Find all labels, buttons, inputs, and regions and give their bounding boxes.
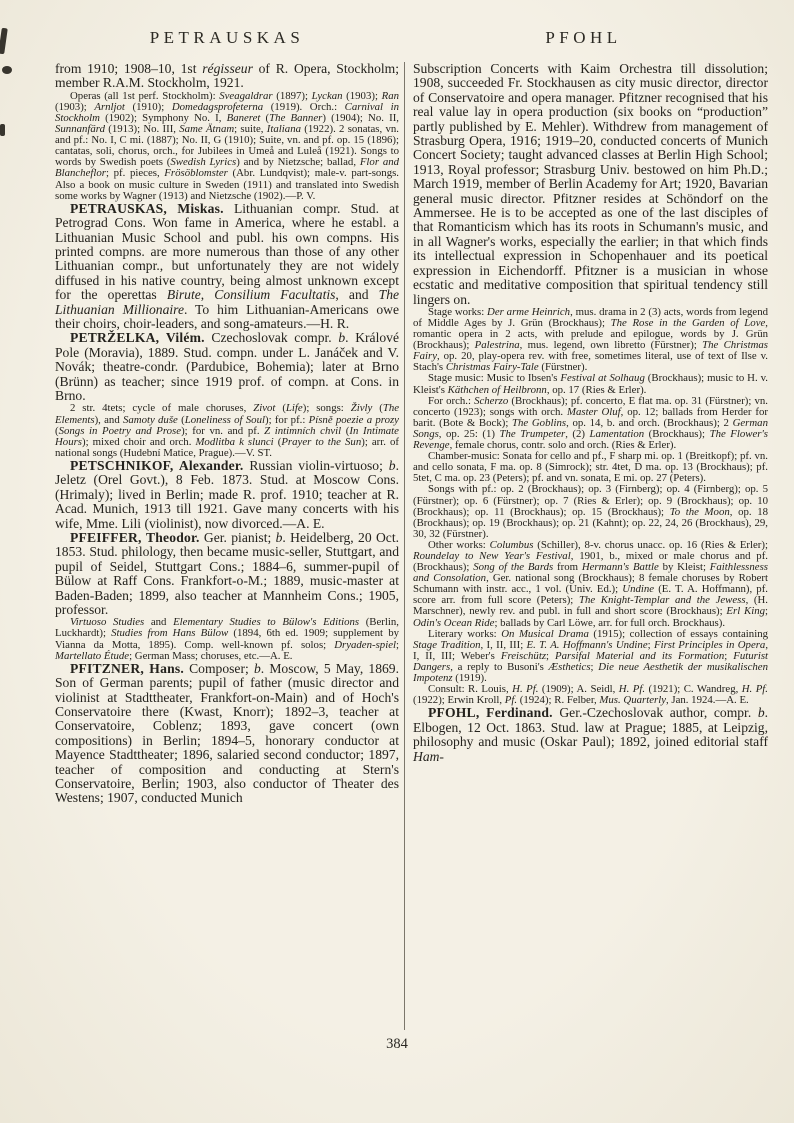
text-columns: [0, 56, 794, 1030]
pfitzner-other-works: Other works: Columbus (Schiller), 8-v. chorus unacc. op. 16 (Ries & Erler); Roundelay to New Year's Festival, 1901, b., mixed or male chorus and pf. (Brockhaus); Song of the Bards from Hermann's Battle by Kleist; Faithlessness and Consolation, Ger. national song (Brockhaus); 8 female choruses by Robert Schumann with instr. acc., 1 vol. (Univ. Ed.); Undine (E. T. A. Hoffmann), pf. score arr. from full score (Peters); The Knight-Templar and the Jewess, (H. Marschner), newly rev. and publ. in full and short score (Brockhaus); Erl King; Odin's Ocean Ride; ballads by Carl Löwe, arr. for full orch. Brockhaus).: [413, 538, 769, 629]
scan-artifact: [0, 124, 5, 136]
petrauskas-works-list: Operas (all 1st perf. Stockholm): Sveagaldrar (1897); Lyckan (1903); Ran (1903); Arnljot (1910); Domedagsprofeterna (1919). Orch.: Carnival in Stockholm (1902); Symphony No. I, Baneret (The Banner) (1904); No. II, Sunnanfärd (1913); No. III, Same Ätnam; suite, Italiana (1922). 2 sonatas, vn. and pf.: No. I, C mi. (1887); No. II, G (1910); Suite, vn. and pf. op. 15 (1896); cantatas, soli, chorus, orch., for Jubilees in Umeå and Luleå (1921). Songs to words by Swedish poets (Swedish Lyrics) and by Nietzsche; ballad, Flor and Blancheflor; pf. pieces, Frösöblomster (Abr. Lundqvist); male-v. part-songs. Also a book on music culture in Sweden (1911) and translated into Swedish some works by Wagner (1913) and Nietzsche (1902).—P. V.: [55, 89, 400, 202]
column-divider-rule: [404, 62, 405, 1030]
page-number: 384: [386, 1036, 408, 1052]
running-head-right: PFOHL: [545, 28, 622, 47]
petrzelka-works-list: 2 str. 4tets; cycle of male choruses, Zivot (Life); songs: Živly (The Elements), and Samoty duše (Loneliness of Soul); for pf.: Písně poezie a prozy (Songs in Poetry and Prose); for vn. and pf. Z intimních chvil (In Intimate Hours); mixed choir and orch. Modlitba k slunci (Prayer to the Sun); arr. of national songs (Hudební Matice, Prague).—V. ST.: [55, 402, 400, 459]
entry-petrzelka: PETRŽELKA, Vilém. Czechoslovak compr. b. Králové Pole (Moravia), 1889. Stud. compn. under L. Janáček and V. Novák; theatre-condr. (Pardubice, Bohemia); later at Brno (Brünn) as teacher; since 1919 prof. of compn. at Cons. in Brno.: [55, 330, 399, 404]
column-left: [55, 62, 399, 1030]
petrauskas-continuation-para: from 1910; 1908–10, 1st régisseur of R. Opera, Stockholm; member R.A.M. Stockholm, 1921.: [55, 61, 399, 91]
pfitzner-consult: Consult: R. Louis, H. Pf. (1909); A. Seidl, H. Pf. (1921); C. Wandreg, H. Pf. (1922); Erwin Kroll, Pf. (1924); R. Felber, Mus. Quarterly, Jan. 1924.—A. E.: [413, 683, 768, 707]
scan-artifact: [2, 66, 12, 74]
pfitzner-chamber-music: Chamber-music: Sonata for cello and pf., F sharp mi. op. 1 (Breitkopf); pf. vn. and cello sonata, F ma. op. 8 (Simrock); str. 4tet, D ma. op. 13 (Brockhaus); pf. 5tet, C ma. op. 23 (Peters); pf. and vn. sonata, E mi. op. 27 (Peters).: [413, 450, 768, 485]
entry-pfeiffer: PFEIFFER, Theodor. Ger. pianist; b. Heidelberg, 20 Oct. 1853. Stud. philology, then became music-seller, Stuttgart, and pupil of Seidel, Stuttgart Cons.; 1884–6, summer-pupil of Bülow at Raff Cons. Frankfort-o-M.; 1889, music-master at Baden-Baden; 1899, also teacher at Mannheim Cons.; 1905, professor.: [55, 529, 399, 617]
pfitzner-biography-continuation: Subscription Concerts with Kaim Orchestra till dissolution; 1908, succeeded Fr. Stockhausen as city music director, director of Conservatoire and opera manager. Pfitzner recognised that his real value lay in opera production (six books on “production” partly published by E. Mehler). Withdrew from management of Strasburg Opera, 1916; 1919–20, conducted concerts of Munich Concert Society; taught advanced classes at Berlin High School; 1913, Royal professor; Strasburg Univ. bestowed on him Ph.D.; March 1919, member of Berlin Academy for Art; 1920, Bavarian general music director. Pfitzner resides at Schöndorf on the Ammersee. He is to be accepted as one of the last disciples of that Romanticism which has its roots in Schumann's music, and in all Wagner's works, especially the earlier; in that which finds its intellectual expression in Schopenhauer and its poetical expression in Eichendorff. Pfitzner is a musician in whose ecstatic and meditative composition that spiritual tendency still lingers on.: [413, 61, 768, 307]
column-right: [413, 62, 768, 1030]
pfitzner-stage-works: Stage works: Der arme Heinrich, mus. drama in 2 (3) acts, words from legend of Middle Ages by J. Grün (Brockhaus); The Rose in the Garden of Love, romantic opera in 2 acts, with prelude and epilogue, words by J. Grün (Brockhaus); Palestrina, mus. legend, own libretto (Fürstner); The Christmas Fairy, op. 20, play-opera rev. with free, sometimes literal, use of text of Ilse v. Stach's Christmas Fairy-Tale (Fürstner).: [413, 305, 769, 374]
pfitzner-stage-music: Stage music: Music to Ibsen's Festival at Solhaug (Brockhaus); music to H. v. Kleist's Käthchen of Heilbronn, op. 17 (Ries & Erler).: [413, 372, 769, 396]
running-head-left: PETRAUSKAS: [149, 28, 305, 47]
pfitzner-songs: Songs with pf.: op. 2 (Brockhaus); op. 3 (Firnberg); op. 4 (Firnberg); op. 5 (Fürstner); op. 6 (Fürstner); op. 7 (Ries & Erler); op. 9 (Brockhaus); op. 10 (Brockhaus); op. 11 (Brockhaus); op. 15 (Brockhaus); To the Moon, op. 18 (Brockhaus); op. 19 (Brockhaus); op. 21 (Kahnt); op. 22, 24, 26 (Brockhaus), 29, 30, 32 (Fürstner).: [413, 483, 768, 540]
entry-pfohl: PFOHL, Ferdinand. Ger.-Czechoslovak author, compr. b. Elbogen, 12 Oct. 1863. Stud. law at Prague; 1885, at Leipzig, philosophy and music (Oskar Paul); 1892, joined editorial staff Ham-: [413, 705, 769, 764]
running-heads: [0, 0, 794, 56]
entry-petschnikof: PETSCHNIKOF, Alexander. Russian violin-virtuoso; b. Jeletz (Orel Govt.), 8 Feb. 1873. Stud. at Moscow Cons. (Hrimaly); lived in Berlin; made R. prof. 1910; teacher at R. Acad. Munich, 1913 till 1921. Gave many concerts with his wife, Mme. Lili (violinist), now divorced.—A. E.: [55, 457, 399, 531]
pfeiffer-works-list: Virtuoso Studies and Elementary Studies to Bülow's Editions (Berlin, Luckhardt); Studies from Hans Bülow (1894, 6th ed. 1909; supplement by Vianna da Motta, 1895). Comp. well-known pf. solos; Dryaden-spiel; Martellato Étude; German Mass; choruses, etc.—A. E.: [55, 616, 399, 662]
entry-petrauskas-miskas: PETRAUSKAS, Miskas. Lithuanian compr. Stud. at Petrograd Cons. Won fame in America, where he establ. a Lithuanian Music School and publ. his own compns. His printed compns. are more numerous than those of any other Lithuanian compr., but unfortunately they are not widely diffused in his native country, being almost unknown except for the operettas Birute, Consilium Facultatis, and The Lithuanian Millionaire. To him Lithuanian-Americans owe their choirs, choir-leaders, and song-amateurs.—H. R.: [55, 200, 400, 331]
pfitzner-orchestral-works: For orch.: Scherzo (Brockhaus); pf. concerto, E flat ma. op. 31 (Fürstner); vn. concerto (1923); songs with orch. Master Oluf, op. 12; ballads from Herder for barit. (Bote & Bock); The Goblins, op. 14, b. and orch. (Brockhaus); 2 German Songs, op. 25: (1) The Trumpeter, (2) Lamentation (Brockhaus); The Flower's Revenge, female chorus, contr. solo and orch. (Ries & Erler).: [413, 394, 768, 452]
pfitzner-literary-works: Literary works: On Musical Drama (1915); collection of essays containing Stage Tradition, I, II, III; E. T. A. Hoffmann's Undine; First Principles in Opera, I, II, III; Weber's Freischütz; Parsifal Material and its Formation; Futurist Dangers, a reply to Busoni's Æsthetics; Die neue Aesthetik der musikalischen Impotenz (1919).: [413, 627, 769, 684]
entry-pfitzner: PFITZNER, Hans. Composer; b. Moscow, 5 May, 1869. Son of German parents; pupil of father (music director and violinist at Stadttheater, Frankfort-on-Main) and of Hoch's Conservatoire there (Kwast, Knorr); 1892–3, teacher at Conservatoire, Coblenz; 1893, gave concert (own compositions) in Berlin; 1894–5, honorary conductor at Mayence Stadttheater; 1896, salaried second conductor; 1897, teacher of composition and conducting at Stern's Conservatoire, Berlin; 1903, also conductor of Theater des Westens; 1907, conducted Munich: [55, 660, 399, 806]
